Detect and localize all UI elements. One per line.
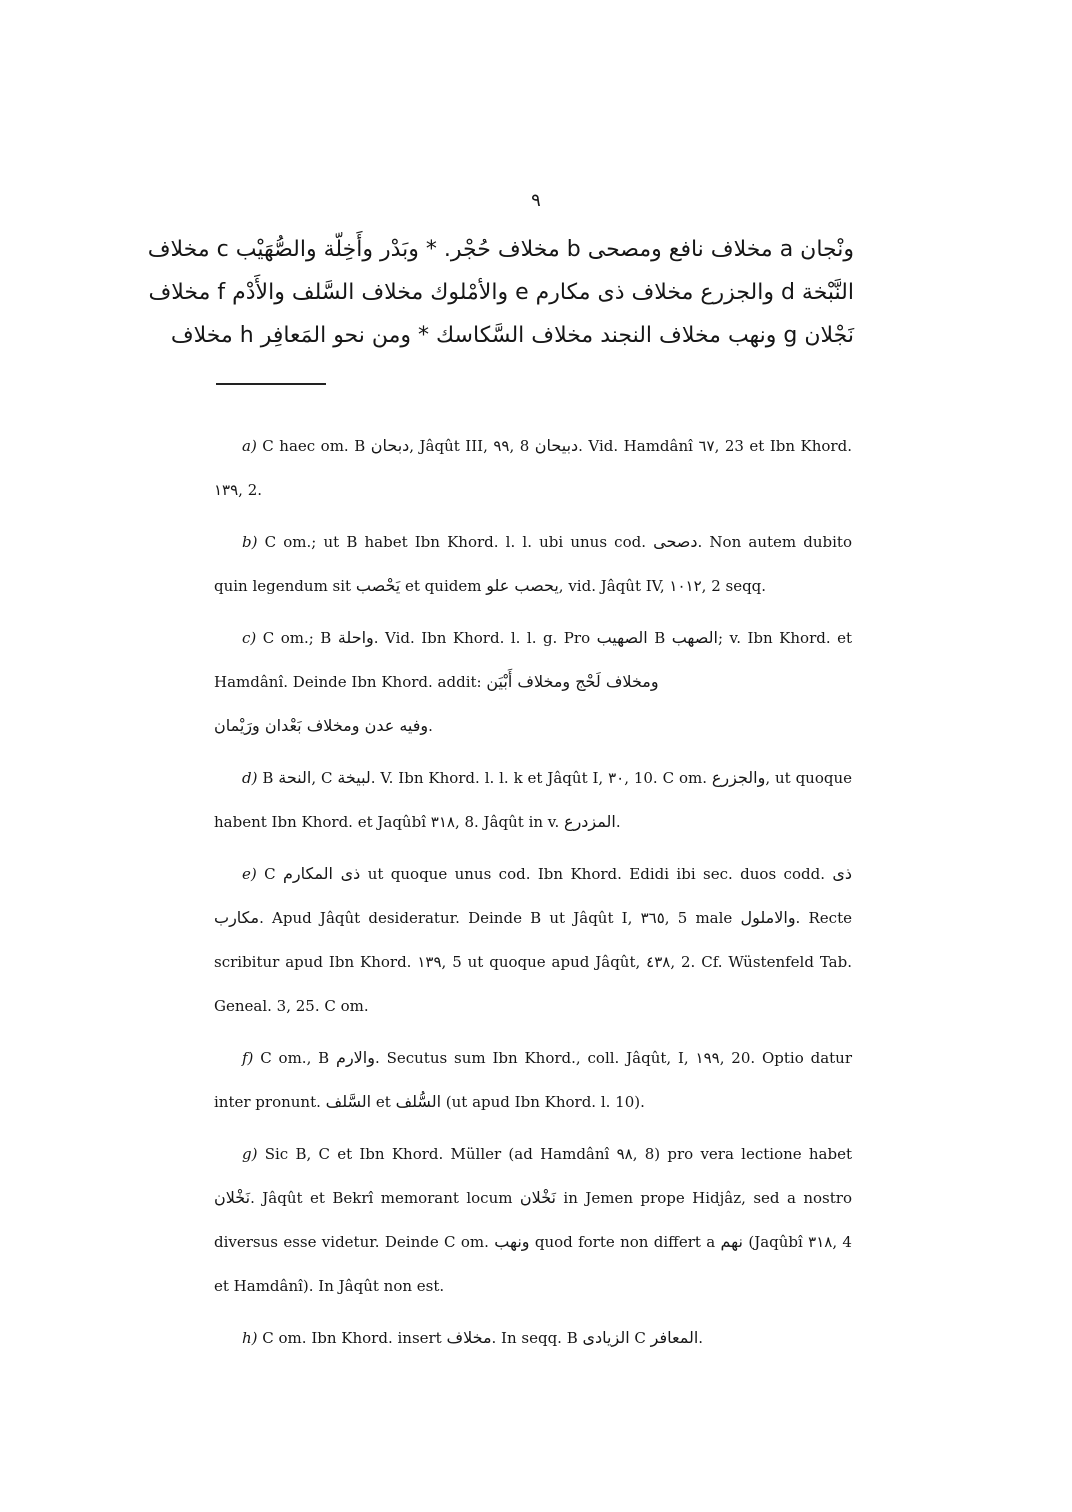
arabic-term: والاملول <box>740 908 796 927</box>
arabic-term: السَّلف <box>325 1092 372 1111</box>
footnote-text: . Recte scribitur apud Ibn Khord. ١٣٩, 5 ut quoque apud Jâqût, ٤٣٨, 2. Cf. Wüstenfeld Tab. Geneal. 3, 25. C om. <box>214 909 852 1015</box>
footnote-text: C <box>629 1329 651 1347</box>
footnote-text: . Apud Jâqût desideratur. Deinde B ut Jâqût I, ٣٦٥, 5 male <box>259 909 741 927</box>
footnote-text: C om. Ibn Khord. insert <box>257 1329 447 1347</box>
footnote <box>214 1316 852 1360</box>
footnote-text: C <box>256 865 284 883</box>
footnote-text: in Jemen prope Hidjâz, sed a nostro diversus esse videtur. Deinde C om. <box>214 1189 852 1251</box>
footnote <box>214 756 852 844</box>
footnote-label: b) <box>242 533 258 551</box>
footnote-text: (Jaqûbî ٣١٨, 4 et Hamdânî). In Jâqût non est. <box>214 1233 852 1295</box>
page-number: ٩ <box>531 190 541 211</box>
footnote-text: . <box>428 717 433 735</box>
footnote-text: C om.; ut B habet Ibn Khord. l. l. ubi unus cod. <box>257 533 654 551</box>
arabic-term: ومخلاف لَحْج ومخلاف أَبْيَن <box>486 672 659 691</box>
footnote-text: C om.; B <box>256 629 338 647</box>
arabic-term: دصحى <box>653 532 698 551</box>
footnote <box>214 424 852 512</box>
footnote-text: . <box>698 1329 704 1347</box>
footnote-label: e) <box>242 865 257 883</box>
arabic-term: الصهب <box>671 628 718 647</box>
footnote-text: . Secutus sum Ibn Khord., coll. Jâqût, I, ١٩٩, 20. Optio datur inter pronunt. <box>214 1049 852 1111</box>
arabic-line: النَّبْخة d والجزرع مخلاف ذى مكارم e والأمْلوك مخلاف السَّلف والأَدْم f مخلاف <box>148 280 854 305</box>
arabic-term: واحلة <box>337 628 374 647</box>
footnote <box>214 1036 852 1124</box>
arabic-term: ونهب <box>494 1232 530 1251</box>
footnote-label: d) <box>242 769 258 787</box>
footnote-text: . Non autem dubito quin legendum sit <box>214 533 852 595</box>
arabic-term: نَخْلان <box>214 1188 251 1207</box>
footnote-label: h) <box>242 1329 258 1347</box>
footnote-label: a) <box>242 437 257 455</box>
footnote-text: Sic B, C et Ibn Khord. Müller (ad Hamdânî ٩٨, 8) pro vera lectione habet <box>257 1145 852 1163</box>
footnote-text: . V. Ibn Khord. l. l. k et Jâqût I, ٣٠, 10. C om. <box>370 769 712 787</box>
footnote-divider <box>216 383 326 385</box>
footnote-text: . Jâqût et Bekrî memorant locum <box>250 1189 520 1207</box>
footnote-text: et quidem <box>400 577 487 595</box>
arabic-term: دبحان <box>370 436 410 455</box>
footnote-text: B <box>257 769 279 787</box>
arabic-term: نهم <box>720 1232 743 1251</box>
footnote-text: C om., B <box>253 1049 337 1067</box>
arabic-term: الزيادى <box>582 1328 630 1347</box>
footnote-text: . In seqq. B <box>491 1329 583 1347</box>
footnotes <box>214 424 852 1368</box>
arabic-term: نَخْلان <box>519 1188 556 1207</box>
footnote-text: ; v. Ibn Khord. et Hamdânî. Deinde Ibn Khord. addit: <box>214 629 853 691</box>
footnote-text: C haec om. B <box>256 437 371 455</box>
footnote-text: , ut quoque habent Ibn Khord. et Jaqûbî ٣١٨, 8. Jâqût in v. <box>214 769 853 831</box>
footnote-label: f) <box>242 1049 254 1067</box>
footnote-text: quod forte non differt a <box>529 1233 721 1251</box>
arabic-term: ذى مكارب <box>214 864 853 927</box>
footnote <box>214 616 852 748</box>
arabic-term: المعافر <box>650 1328 699 1347</box>
arabic-term: والارم <box>336 1048 375 1067</box>
footnote-text: et <box>371 1093 396 1111</box>
arabic-term: مخلاف <box>446 1328 492 1347</box>
footnote <box>214 1132 852 1308</box>
arabic-term: ذى المكارم <box>283 864 361 883</box>
arabic-term: السُّلف <box>395 1092 442 1111</box>
footnote <box>214 520 852 608</box>
arabic-term: دبيحان <box>534 436 579 455</box>
footnote-text: . Vid. Hamdânî ٦٧, 23 et Ibn Khord. ١٣٩, 2. <box>214 437 852 499</box>
footnote-text: . <box>615 813 621 831</box>
footnote-text: , vid. Jâqût IV, ١٠١٢, 2 seqq. <box>558 577 767 595</box>
arabic-term: يحصب علو <box>486 576 559 595</box>
footnote-text: ut quoque unus cod. Ibn Khord. Edidi ibi sec. duos codd. <box>360 865 833 883</box>
arabic-main-text <box>147 228 854 357</box>
footnote-text: . Vid. Ibn Khord. l. l. g. Pro <box>373 629 597 647</box>
footnote-text: , C <box>311 769 338 787</box>
footnote-text: , Jâqût III, ٩٩, 8 <box>409 437 535 455</box>
arabic-term: الصهيب <box>596 628 648 647</box>
footnote <box>214 852 852 1028</box>
arabic-term: يَحْصب <box>355 576 401 595</box>
footnote-label: g) <box>242 1145 258 1163</box>
arabic-term: والجزرع <box>711 768 766 787</box>
arabic-term: النحة <box>278 768 312 787</box>
arabic-line: نَجْلان g ونهب مخلاف النجند مخلاف السَّكاسك * ومن نحو المَعافِر h مخلاف <box>170 323 854 348</box>
footnote-text: (ut apud Ibn Khord. l. 10). <box>441 1093 645 1111</box>
arabic-term: وفيه عدن ومخلاف بَعْدان ورَيْمان <box>214 716 429 735</box>
footnote-text: B <box>647 629 672 647</box>
arabic-term: لبيخة <box>337 768 371 787</box>
arabic-line: ونْجان a مخلاف نافع ومصحى b مخلاف حُجْر. * وبَدْر وأَخِلّة والصُّهَيْب c مخلاف <box>147 237 854 262</box>
footnote-label: c) <box>242 629 257 647</box>
arabic-term: المزدرع <box>564 812 616 831</box>
